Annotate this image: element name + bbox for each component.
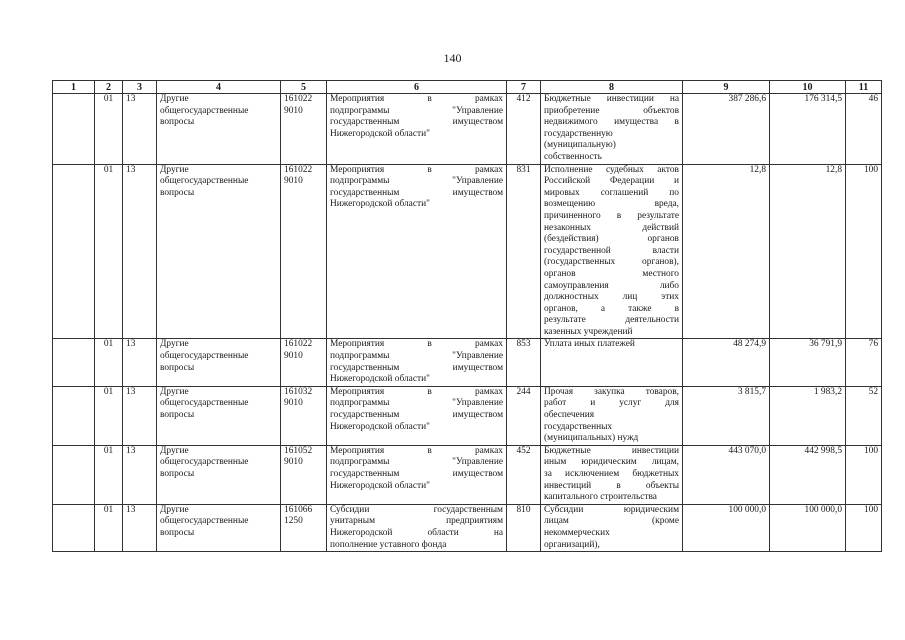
cell-actual-amount: 36 791,9 bbox=[770, 339, 846, 386]
cell-expense-type: 412 bbox=[507, 94, 541, 165]
header-col-11: 11 bbox=[846, 81, 882, 94]
cell-line: 161022 bbox=[284, 339, 313, 350]
cell-line: государственных bbox=[544, 421, 613, 432]
cell-line: собственность bbox=[544, 151, 602, 162]
cell-plan-amount: 12,8 bbox=[683, 164, 770, 339]
cell-line: 161066 bbox=[284, 504, 313, 515]
cell-line: за исключением бюджетных bbox=[544, 469, 679, 479]
cell-line: (муниципальную) bbox=[544, 140, 616, 151]
cell-line: пополнение уставного фонда bbox=[330, 539, 447, 550]
cell-target-code bbox=[281, 445, 327, 504]
header-row bbox=[53, 81, 882, 94]
cell-line: Мероприятия в рамках bbox=[330, 445, 503, 456]
table-row bbox=[53, 164, 882, 339]
cell-col-1 bbox=[53, 339, 95, 386]
header-col-4: 4 bbox=[157, 81, 281, 94]
cell-line: инвестиций в объекты bbox=[544, 480, 679, 491]
cell-line: общегосударственные bbox=[160, 516, 249, 527]
cell-expense-name bbox=[541, 504, 683, 551]
cell-line: Исполнение судебных актов bbox=[544, 164, 679, 175]
cell-line: подпрограммы "Управление bbox=[330, 105, 503, 116]
cell-line: государственным имуществом bbox=[330, 362, 503, 373]
cell-line: причиненного в результате bbox=[544, 210, 679, 221]
cell-line: Бюджетные инвестиции bbox=[544, 445, 679, 456]
cell-line: органов местного bbox=[544, 268, 679, 279]
table-row bbox=[53, 94, 882, 165]
cell-line: подпрограммы "Управление bbox=[330, 351, 503, 362]
cell-line: Другие bbox=[160, 445, 189, 456]
cell-actual-amount: 176 314,5 bbox=[770, 94, 846, 165]
cell-expense-type: 853 bbox=[507, 339, 541, 386]
table-row bbox=[53, 504, 882, 551]
cell-line: 161022 bbox=[284, 164, 313, 175]
cell-line: Нижегородской области" bbox=[330, 374, 430, 385]
cell-line: государственным имуществом bbox=[330, 410, 503, 421]
cell-expense-name bbox=[541, 445, 683, 504]
cell-expense-type: 831 bbox=[507, 164, 541, 339]
cell-line: Нижегородской области" bbox=[330, 128, 430, 139]
cell-section-name bbox=[157, 339, 281, 386]
cell-expense-type: 810 bbox=[507, 504, 541, 551]
cell-plan-amount: 443 070,0 bbox=[683, 445, 770, 504]
header-col-6: 6 bbox=[327, 81, 507, 94]
cell-line: вопросы bbox=[160, 410, 195, 421]
cell-col-1 bbox=[53, 94, 95, 165]
cell-line: (муниципальных) нужд bbox=[544, 433, 639, 444]
cell-target-code bbox=[281, 94, 327, 165]
cell-line: Субсидии юридическим bbox=[544, 504, 679, 515]
cell-line: результате деятельности bbox=[544, 315, 679, 326]
cell-target-code bbox=[281, 164, 327, 339]
header-col-2: 2 bbox=[95, 81, 123, 94]
cell-line: Другие bbox=[160, 94, 189, 104]
cell-line: (государственных органов), bbox=[544, 257, 679, 268]
table-row bbox=[53, 445, 882, 504]
cell-percent: 100 bbox=[846, 445, 882, 504]
cell-line: возмещению вреда, bbox=[544, 199, 679, 210]
cell-plan-amount: 387 286,6 bbox=[683, 94, 770, 165]
cell-col-1 bbox=[53, 504, 95, 551]
cell-line: приобретение объектов bbox=[544, 105, 679, 116]
cell-program-name bbox=[327, 94, 507, 165]
cell-percent: 100 bbox=[846, 164, 882, 339]
cell-percent: 100 bbox=[846, 504, 882, 551]
cell-program-name bbox=[327, 445, 507, 504]
cell-line: государственной власти bbox=[544, 245, 679, 256]
cell-expense-type: 244 bbox=[507, 386, 541, 445]
cell-line: подпрограммы "Управление bbox=[330, 457, 503, 468]
page-number: 140 bbox=[443, 51, 462, 65]
cell-program-name bbox=[327, 339, 507, 386]
cell-subsection: 13 bbox=[123, 386, 157, 445]
cell-line: казенных учреждений bbox=[544, 326, 633, 337]
cell-line: Уплата иных платежей bbox=[544, 339, 635, 350]
cell-line: 9010 bbox=[284, 457, 303, 468]
cell-line: общегосударственные bbox=[160, 351, 249, 362]
cell-line: подпрограммы "Управление bbox=[330, 176, 503, 187]
budget-table bbox=[52, 80, 882, 552]
cell-line: Другие bbox=[160, 504, 189, 515]
cell-percent: 46 bbox=[846, 94, 882, 165]
cell-section: 01 bbox=[95, 445, 123, 504]
cell-line: Мероприятия в рамках bbox=[330, 339, 503, 350]
cell-program-name bbox=[327, 504, 507, 551]
cell-col-1 bbox=[53, 445, 95, 504]
cell-actual-amount: 12,8 bbox=[770, 164, 846, 339]
cell-program-name bbox=[327, 386, 507, 445]
table-body bbox=[53, 94, 882, 552]
header-col-3: 3 bbox=[123, 81, 157, 94]
cell-line: 161022 bbox=[284, 94, 313, 104]
cell-line: Мероприятия в рамках bbox=[330, 386, 503, 397]
cell-line: государственным имуществом bbox=[330, 117, 503, 128]
cell-target-code bbox=[281, 386, 327, 445]
cell-section-name bbox=[157, 445, 281, 504]
cell-line: общегосударственные bbox=[160, 398, 249, 409]
cell-col-1 bbox=[53, 164, 95, 339]
cell-line: 9010 bbox=[284, 176, 303, 187]
cell-section: 01 bbox=[95, 339, 123, 386]
cell-plan-amount: 100 000,0 bbox=[683, 504, 770, 551]
cell-line: вопросы bbox=[160, 469, 195, 479]
cell-line: 9010 bbox=[284, 351, 303, 362]
cell-line: Другие bbox=[160, 339, 189, 350]
cell-subsection: 13 bbox=[123, 164, 157, 339]
cell-line: вопросы bbox=[160, 187, 195, 198]
cell-line: Нижегородской области на bbox=[330, 527, 503, 538]
cell-line: обеспечения bbox=[544, 410, 595, 421]
cell-expense-name bbox=[541, 164, 683, 339]
cell-line: самоуправления либо bbox=[544, 280, 679, 291]
cell-percent: 52 bbox=[846, 386, 882, 445]
cell-expense-name bbox=[541, 94, 683, 165]
cell-line: (бездействия) органов bbox=[544, 234, 679, 245]
header-col-7: 7 bbox=[507, 81, 541, 94]
cell-line: Субсидии государственным bbox=[330, 504, 503, 515]
table-row bbox=[53, 339, 882, 386]
header-col-1: 1 bbox=[53, 81, 95, 94]
cell-line: некоммерческих bbox=[544, 527, 610, 538]
cell-section-name bbox=[157, 386, 281, 445]
cell-col-1 bbox=[53, 386, 95, 445]
cell-line: вопросы bbox=[160, 362, 195, 373]
cell-plan-amount: 3 815,7 bbox=[683, 386, 770, 445]
cell-line: 1250 bbox=[284, 516, 303, 527]
header-col-10: 10 bbox=[770, 81, 846, 94]
cell-section-name bbox=[157, 504, 281, 551]
cell-plan-amount: 48 274,9 bbox=[683, 339, 770, 386]
cell-line: незаконных действий bbox=[544, 222, 679, 233]
cell-line: общегосударственные bbox=[160, 105, 249, 116]
cell-subsection: 13 bbox=[123, 504, 157, 551]
cell-section: 01 bbox=[95, 386, 123, 445]
cell-line: 161032 bbox=[284, 386, 313, 397]
cell-target-code bbox=[281, 504, 327, 551]
cell-line: Мероприятия в рамках bbox=[330, 94, 503, 104]
cell-line: Прочая закупка товаров, bbox=[544, 386, 679, 397]
cell-section: 01 bbox=[95, 94, 123, 165]
cell-line: Нижегородской области" bbox=[330, 480, 430, 491]
cell-line: Нижегородской области" bbox=[330, 421, 430, 432]
cell-section-name bbox=[157, 164, 281, 339]
header-col-5: 5 bbox=[281, 81, 327, 94]
cell-line: иным юридическим лицам, bbox=[544, 457, 679, 468]
header-col-8: 8 bbox=[541, 81, 683, 94]
cell-section-name bbox=[157, 94, 281, 165]
cell-target-code bbox=[281, 339, 327, 386]
cell-line: Нижегородской области" bbox=[330, 199, 430, 210]
cell-line: государственную bbox=[544, 128, 613, 139]
cell-line: 9010 bbox=[284, 105, 303, 116]
cell-line: унитарным предприятиям bbox=[330, 516, 503, 527]
cell-expense-name bbox=[541, 386, 683, 445]
cell-line: подпрограммы "Управление bbox=[330, 398, 503, 409]
cell-actual-amount: 442 998,5 bbox=[770, 445, 846, 504]
table-row bbox=[53, 386, 882, 445]
cell-subsection: 13 bbox=[123, 94, 157, 165]
cell-expense-name bbox=[541, 339, 683, 386]
cell-expense-type: 452 bbox=[507, 445, 541, 504]
cell-subsection: 13 bbox=[123, 445, 157, 504]
cell-line: работ и услуг для bbox=[544, 398, 679, 409]
cell-line: Мероприятия в рамках bbox=[330, 164, 503, 175]
cell-line: государственным имуществом bbox=[330, 187, 503, 198]
cell-line: должностных лиц этих bbox=[544, 292, 679, 303]
cell-line: лицам (кроме bbox=[544, 516, 679, 527]
cell-line: органов, а также в bbox=[544, 303, 679, 314]
cell-line: недвижимого имущества в bbox=[544, 117, 679, 128]
cell-line: 161052 bbox=[284, 445, 313, 456]
cell-actual-amount: 100 000,0 bbox=[770, 504, 846, 551]
cell-line: вопросы bbox=[160, 117, 195, 128]
cell-line: Российской Федерации и bbox=[544, 176, 679, 187]
header-col-9: 9 bbox=[683, 81, 770, 94]
cell-section: 01 bbox=[95, 164, 123, 339]
cell-line: Бюджетные инвестиции на bbox=[544, 94, 679, 104]
cell-line: капитального строительства bbox=[544, 492, 657, 503]
cell-line: вопросы bbox=[160, 527, 195, 538]
cell-line: мировых соглашений по bbox=[544, 187, 679, 198]
cell-line: организаций), bbox=[544, 539, 600, 550]
cell-line: общегосударственные bbox=[160, 457, 249, 468]
cell-percent: 76 bbox=[846, 339, 882, 386]
cell-line: Другие bbox=[160, 386, 189, 397]
cell-line: государственным имуществом bbox=[330, 469, 503, 479]
cell-subsection: 13 bbox=[123, 339, 157, 386]
cell-actual-amount: 1 983,2 bbox=[770, 386, 846, 445]
cell-line: общегосударственные bbox=[160, 176, 249, 187]
cell-program-name bbox=[327, 164, 507, 339]
cell-section: 01 bbox=[95, 504, 123, 551]
cell-line: 9010 bbox=[284, 398, 303, 409]
cell-line: Другие bbox=[160, 164, 189, 175]
